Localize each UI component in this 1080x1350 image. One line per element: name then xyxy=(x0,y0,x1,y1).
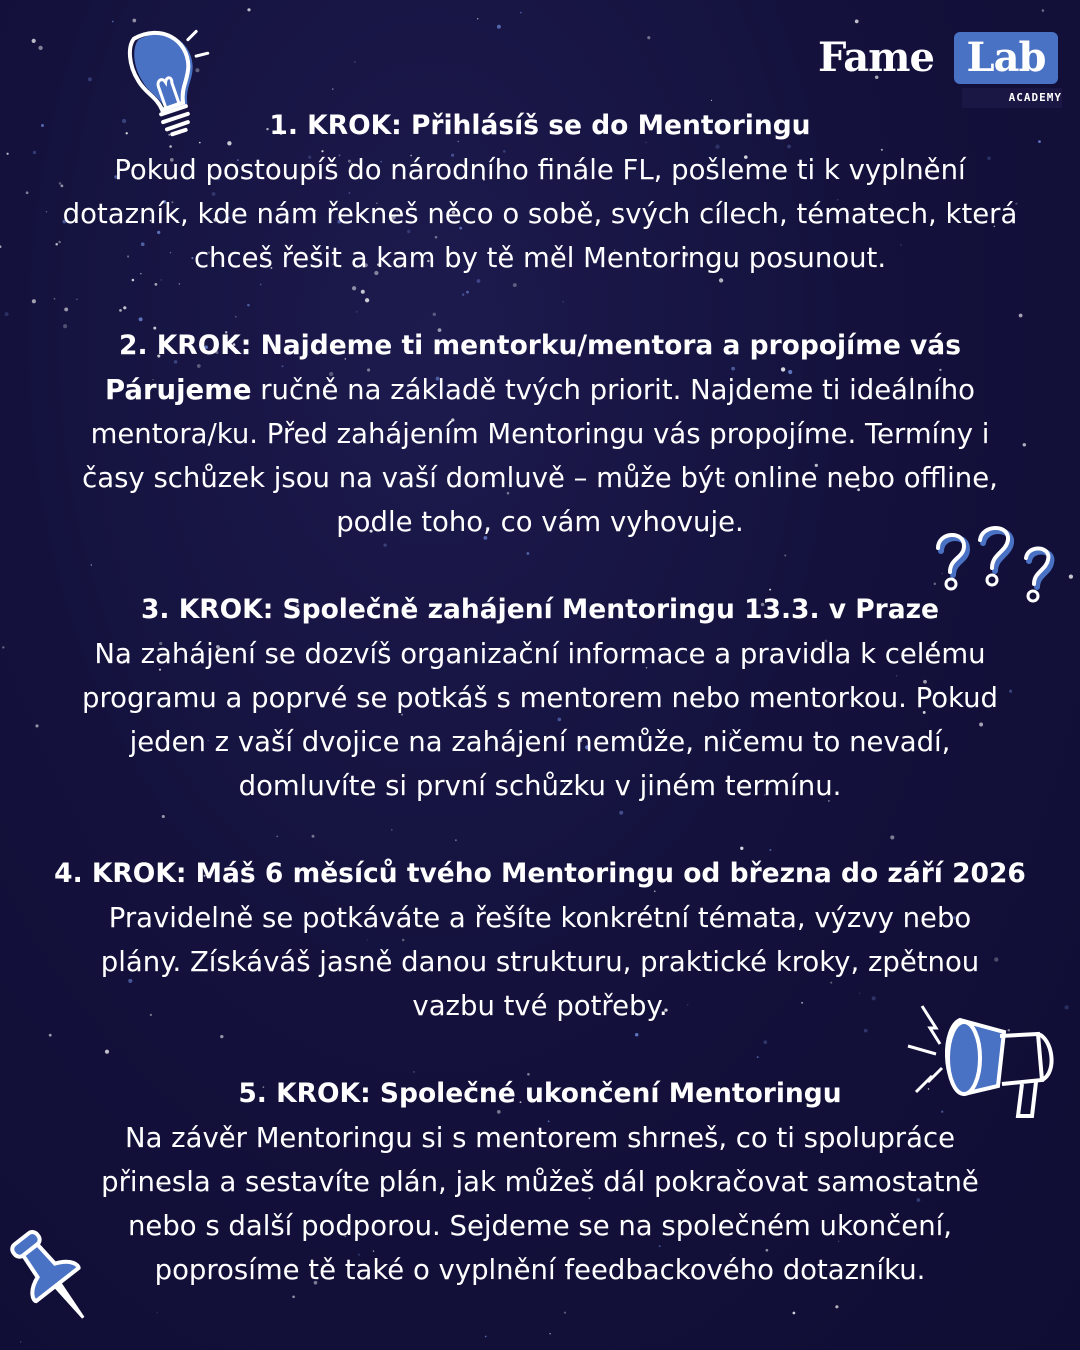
step-line: programu a poprvé se potkáš s mentorem nebo mentorkou. Pokud xyxy=(82,682,998,714)
star-dot xyxy=(88,77,92,81)
step-2 xyxy=(15,324,1065,544)
star-dot xyxy=(520,12,522,14)
step-line: Pokud postoupíš do národního finále FL, pošleme ti k vyplnění xyxy=(114,154,966,186)
logo-academy-text: ACADEMY xyxy=(962,88,1062,108)
star-dot xyxy=(1069,574,1073,578)
star-dot xyxy=(38,46,42,50)
logo-fame-text: Fame xyxy=(818,34,934,81)
steps-list xyxy=(15,104,1065,1336)
famelab-logo xyxy=(818,32,1063,110)
step-body xyxy=(15,148,1065,280)
star-dot xyxy=(497,25,501,29)
star-dot xyxy=(32,39,36,43)
step-line: podle toho, co vám vyhovuje. xyxy=(336,506,744,538)
step-line: ručně na základě tvých priorit. Najdeme ti ideálního xyxy=(251,374,975,406)
step-line: Na zahájení se dozvíš organizační informace a pravidla k celému xyxy=(94,638,986,670)
star-dot xyxy=(2,646,4,648)
step-line: přinesla a sestavíte plán, jak můžeš dál pokračovat samostatně xyxy=(101,1166,979,1198)
step-body xyxy=(15,632,1065,808)
step-1 xyxy=(15,104,1065,280)
step-title: 4. KROK: Máš 6 měsíců tvého Mentoringu od března do září 2026 xyxy=(54,858,1026,889)
star-dot xyxy=(247,8,250,11)
step-line: mentora/ku. Před zahájením Mentoringu vás propojíme. Termíny i xyxy=(90,418,990,450)
star-dot xyxy=(332,88,333,89)
step-body xyxy=(15,1116,1065,1292)
star-dot xyxy=(855,20,859,24)
star-dot xyxy=(647,36,650,39)
step-line: vazbu tvé potřeby. xyxy=(412,990,668,1022)
step-body xyxy=(15,896,1065,1028)
star-dot xyxy=(112,21,114,23)
step-lead-bold: Párujeme xyxy=(105,374,252,406)
step-4 xyxy=(15,852,1065,1028)
step-5 xyxy=(15,1072,1065,1292)
star-dot xyxy=(354,61,355,62)
step-title: 3. KROK: Společně zahájení Mentoringu 13.3. v Praze xyxy=(140,594,940,625)
star-dot xyxy=(132,19,136,23)
step-line: časy schůzek jsou na vaší domluvě – může být online nebo offline, xyxy=(82,462,998,494)
step-line: plány. Získáváš jasně danou strukturu, praktické kroky, zpětnou xyxy=(100,946,980,978)
star-dot xyxy=(0,245,1,248)
step-3 xyxy=(15,588,1065,808)
step-title: 1. KROK: Přihlásíš se do Mentoringu xyxy=(269,110,811,141)
star-dot xyxy=(20,1341,21,1342)
star-dot xyxy=(6,153,8,155)
star-dot xyxy=(711,100,712,101)
step-title: 5. KROK: Společné ukončení Mentoringu xyxy=(238,1078,842,1109)
star-dot xyxy=(5,312,9,316)
step-body xyxy=(15,368,1065,544)
logo-lab-badge: Lab xyxy=(954,32,1058,84)
step-line: Na závěr Mentoringu si s mentorem shrneš, co ti spolupráce xyxy=(125,1122,955,1154)
step-line: domluvíte si první schůzku v jiném termínu. xyxy=(238,770,842,802)
step-line: poprosíme tě také o vyplnění feedbackového dotazníku. xyxy=(154,1254,926,1286)
step-line: nebo s další podporou. Sejdeme se na společném ukončení, xyxy=(127,1210,953,1242)
star-dot xyxy=(477,18,478,19)
step-title: 2. KROK: Najdeme ti mentorku/mentora a propojíme vás xyxy=(119,330,961,361)
star-dot xyxy=(1042,9,1045,12)
step-line: chceš řešit a kam by tě měl Mentoringu posunout. xyxy=(193,242,887,274)
step-line: dotazník, kde nám řekneš něco o sobě, svých cílech, tématech, která xyxy=(62,198,1018,230)
step-line: jeden z vaší dvojice na zahájení nemůže, ničemu to nevadí, xyxy=(129,726,951,758)
step-line: Pravidelně se potkáváte a řešíte konkrétní témata, výzvy nebo xyxy=(108,902,972,934)
